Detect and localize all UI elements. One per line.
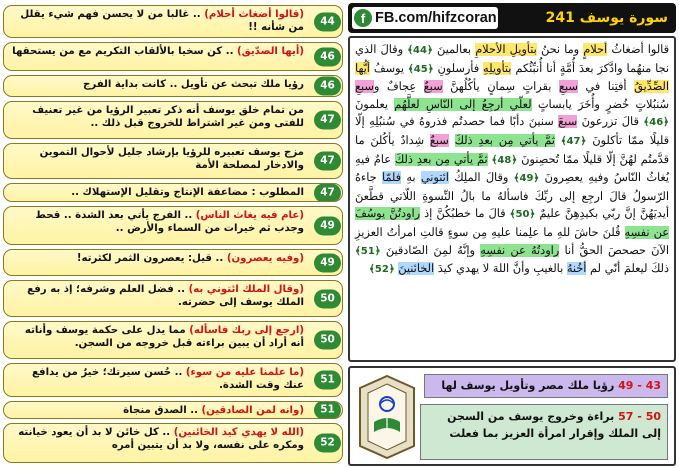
- hifz-quran-logo-icon: [356, 374, 418, 460]
- note-item: [3, 206, 343, 245]
- note-quote: (أيها الصدّيق): [237, 46, 304, 57]
- verse-number-badge: 47: [314, 111, 341, 130]
- highlighted-phrase: بتأويلِ الأحلامِ: [475, 43, 537, 56]
- highlighted-phrase: أخُنهُ: [566, 262, 587, 276]
- verse-number-badge: 50: [314, 289, 341, 308]
- note-item: [3, 5, 343, 38]
- quran-text: عِجافٌ و: [373, 80, 424, 94]
- highlighted-phrase: ائتوني: [420, 171, 449, 185]
- ayah-number: ﴿44﴾: [407, 45, 433, 56]
- summary-item-2-range: 50 - 57: [618, 410, 661, 423]
- quran-text: وما نحنُ: [536, 43, 584, 56]
- summary-item-1-text: رؤيا ملك مصر وتأويل يوسف لها: [441, 379, 615, 392]
- note-text: .. حُسن سيرتك؛ خيرٌ من يدافع عنك وقت الشدة.: [31, 367, 304, 391]
- note-text: مما يدل على حكمة يوسف وأناته أنه أراد أن يبين براءته قبل خروجه من السجن.: [24, 325, 304, 349]
- note-quote: (عام فيه يغاث الناس): [195, 210, 304, 221]
- ayah-number: ﴿46﴾: [643, 117, 670, 129]
- summary-item-1-range: 43 - 49: [618, 379, 661, 392]
- highlighted-phrase: سبعٌ: [423, 80, 443, 94]
- note-text: .. فضل العلم وشرفه؛ إذ به رفع الملك يوسف إلى حضرته.: [27, 284, 304, 308]
- quran-text: ذلكَ ليعلمَ أنّي لم: [586, 262, 669, 276]
- quran-text: يوسفُ: [369, 61, 408, 75]
- ayah-number: ﴿45﴾: [407, 63, 434, 75]
- quran-text: وإنَّهُ لمِنَ الصّادقينَ: [380, 243, 481, 257]
- highlighted-phrase: سبعِ: [558, 80, 578, 94]
- note-item: [3, 183, 343, 202]
- summary-item-1: [424, 374, 668, 398]
- ayah-number: ﴿49﴾: [513, 173, 540, 185]
- quran-text: بهِ: [401, 171, 421, 185]
- quran-text: سُنبُلاتٍ خُضرٍ وأُخَرَ يابساتٍ: [531, 97, 670, 111]
- note-text: .. كن سخيا بالألقاب التكريم مع من يستحقها: [12, 46, 238, 57]
- highlighted-phrase: سبعِ: [355, 80, 374, 94]
- verse-number-badge: 44: [314, 12, 341, 31]
- note-text: المطلوب : مضاعفة الإنتاج وتقليل الإستهلاك ..: [71, 187, 304, 198]
- quran-text: وقالَ الملِكُ: [448, 171, 514, 185]
- note-item: [3, 42, 343, 71]
- highlighted-phrase: أحلامٍ: [583, 43, 608, 56]
- verse-number-badge: 46: [314, 47, 341, 66]
- note-text: مزج يوسف تعبيره للرؤيا بإرشاد جليل لأحوال التموين والادخار لمصلحة الأمة: [39, 147, 304, 171]
- highlighted-phrase: فلمّا: [381, 171, 402, 185]
- highlighted-phrase: ثمَّ يأتي مِن بعدِ ذلكَ: [394, 152, 488, 166]
- highlighted-phrase: لعلّي أرجِعُ إلى النّاسِ لعلَّهُم: [394, 97, 532, 111]
- verse-number-badge: 49: [314, 253, 341, 272]
- verse-number-badge: 51: [314, 371, 341, 390]
- ayah-number: ﴿51﴾: [355, 245, 381, 257]
- facebook-link[interactable]: [352, 7, 498, 29]
- quran-text: بالغيبِ وأنَّ اللهَ لا يهدي كيدَ: [434, 262, 567, 276]
- quran-text: عامٌ فيهِ يُغاثُ النّاسُ وفيهِ يعصِرونَ: [355, 152, 669, 185]
- verse-number-badge: 50: [314, 331, 341, 350]
- quran-text-box: [348, 36, 676, 362]
- note-quote: (الله لا يهدي كيد الخائنين): [173, 427, 304, 438]
- quran-text: يعلمونَ: [355, 97, 395, 111]
- surah-title: سورة يوسف 241: [545, 10, 668, 26]
- ayah-number: ﴿50﴾: [509, 209, 536, 221]
- highlighted-phrase: الخائنينَ: [398, 262, 435, 276]
- note-quote: (وفيه يعصرون): [226, 253, 304, 264]
- quran-text: جاءهُ الرّسولُ قالَ ارجِع إلى ربِّكَ فاسألهُ ما بالُ النِّسوةِ اللّاتي قطَّعنَ أيديَهُنَّ إنَّ ربّي بكيدِهِنَّ عليمٌ: [355, 171, 669, 221]
- highlighted-phrase: بتأويلِهِ: [483, 61, 512, 75]
- note-item: [3, 401, 343, 419]
- ayah-number: ﴿48﴾: [491, 154, 518, 166]
- note-quote: (قالوا أضغاث أحلام): [204, 9, 304, 20]
- quran-text: أفتِنا في: [577, 80, 635, 94]
- quran-text: بقراتٍ سِمانٍ يأكُلُهنَّ: [442, 80, 559, 94]
- quran-text: قالَ ما خطبُكُنَّ إذ: [420, 207, 510, 221]
- notes-column: [3, 3, 343, 466]
- quran-text: وقالَ الذي نجا منهُما وادَّكرَ بعدَ أُمَّةٍ أنا أُنبِّئُكم: [355, 43, 669, 75]
- note-quote: (وقال الملك ائتوني به): [188, 284, 304, 295]
- facebook-url: FB.com/hifzcoran: [375, 10, 497, 26]
- note-item: [3, 321, 343, 359]
- note-quote: (ما علمنا عليه من سوء): [185, 367, 304, 378]
- note-item: [3, 249, 343, 276]
- note-text: .. غالبا من لا يحسن فهم شيء يقلل من شأنه !!: [20, 9, 304, 33]
- page-header: [348, 3, 676, 33]
- note-quote: (وانه لمن الصادقين): [201, 405, 304, 416]
- ayah-number: ﴿47﴾: [560, 135, 587, 147]
- highlighted-phrase: أيُّها الصِّدِّيقُ: [355, 61, 670, 94]
- highlighted-phrase: سبعٌ: [429, 133, 449, 147]
- quran-text: بعالمينَ: [432, 43, 476, 56]
- quran-text: فأرسلونِ: [433, 61, 484, 75]
- highlighted-phrase: سبعَ: [558, 115, 578, 129]
- note-text: .. كل خائن لا بد أن يعود خيانته ومكره على نفسه، ولا بد أن يتبين أمره: [18, 427, 304, 451]
- highlighted-phrase: ثمَّ يأتي مِن بعدِ ذلكَ: [454, 133, 555, 147]
- facebook-icon: f: [354, 9, 372, 27]
- verse-number-badge: 49: [314, 216, 341, 235]
- summary-box: [348, 366, 676, 466]
- summary-item-2-text: براءة وخروج يوسف من السجن إلى الملك وإقرار امرأة العزيز بما فعلت: [447, 410, 661, 440]
- quran-text: قُلنَ حاشَ للهِ ما علِمنا عليهِ مِن سوءٍ قالتِ امرأتُ العزيزِ الآنَ حصحصَ الحقُّ أنا: [355, 225, 669, 257]
- quran-text: قالَ تزرعونَ: [577, 115, 644, 129]
- note-item: [3, 101, 343, 139]
- ayah-number: ﴿52﴾: [369, 264, 395, 276]
- note-item: [3, 280, 343, 317]
- note-item: [3, 143, 343, 179]
- note-text: .. قيل: يعصرون الثمر لكثرته!: [76, 253, 227, 264]
- summary-item-2: [420, 404, 668, 460]
- note-quote: (ارجع إلى ربك فاسأله): [189, 325, 304, 336]
- verse-number-badge: 47: [314, 152, 341, 171]
- quran-text: [449, 134, 455, 147]
- note-text: رؤيا ملك تبحث عن تأويل .. كانت بداية الفرج: [83, 79, 304, 90]
- note-text: من تمام خلق يوسف أنه ذكر تعبير الرؤيا من غير تعنيف للفتى ومن غير اشتراط للخروج قبل ذلك ..: [32, 105, 304, 129]
- verse-number-badge: 46: [314, 77, 341, 96]
- note-item: [3, 75, 343, 97]
- highlighted-phrase: راودتُهُ عن نفسِهِ: [480, 243, 560, 257]
- verse-number-badge: 51: [314, 401, 341, 419]
- verse-number-badge: 47: [314, 183, 341, 202]
- quran-text: شِدادٌ يأكُلنَ ما قدَّمتُم لهُنَّ إلّا قليلًا ممّا تُحصِنونَ: [355, 133, 669, 166]
- highlighted-phrase: راودتُنَّ يوسُفَ عن نفسِهِ: [355, 207, 669, 239]
- verse-number-badge: 52: [314, 434, 341, 453]
- note-text: .. الصدق منجاة: [123, 405, 202, 416]
- quran-text: سنينَ دأبًا فما حصدتُم فذروهُ في سُنبُلِهِ إلّا قليلًا ممّا تأكلونَ: [355, 115, 670, 147]
- quran-text: قالوا أضغاثُ: [607, 43, 670, 56]
- note-item: [3, 423, 343, 463]
- note-item: [3, 363, 343, 397]
- note-text: .. الفرج يأتي بعد الشدة .. قحط وجدب ثم خيرات من السماء والأرض ..: [35, 210, 304, 234]
